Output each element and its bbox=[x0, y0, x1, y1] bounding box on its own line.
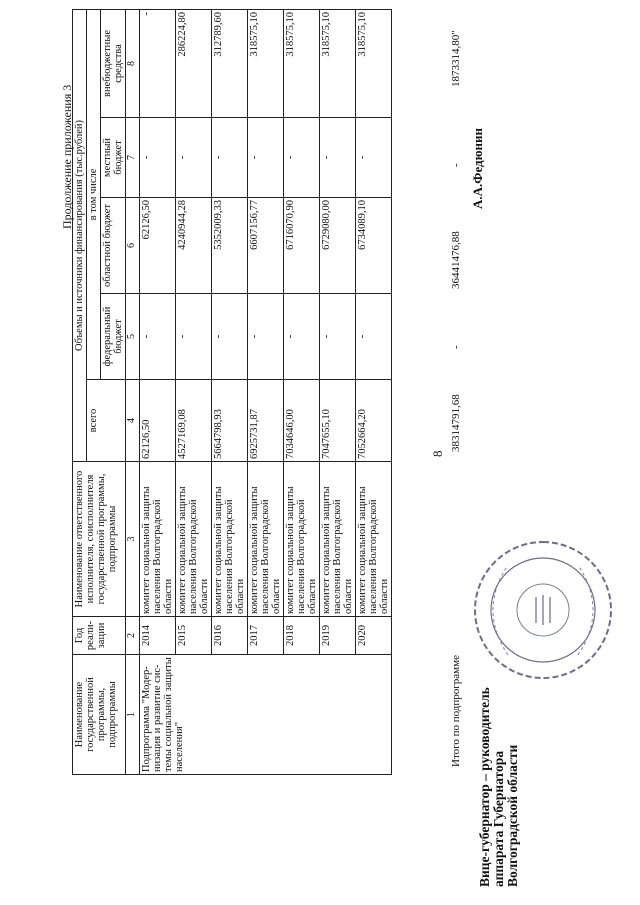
row-regional: 4240944,28 bbox=[175, 198, 211, 294]
row-executor: комитет социальной защиты населения Волгоградской области bbox=[247, 462, 283, 617]
row-year: 2020 bbox=[355, 617, 391, 655]
row-regional: 6734089,10 bbox=[355, 198, 391, 294]
row-total: 7047655,10 bbox=[319, 380, 355, 462]
row-year: 2014 bbox=[139, 617, 175, 655]
signature-line: Вице-губернатор – руководитель bbox=[477, 687, 492, 887]
header-including: в том числе bbox=[87, 9, 101, 379]
row-executor: комитет социальной защиты населения Волгоградской области bbox=[355, 462, 391, 617]
row-federal: - bbox=[247, 294, 283, 380]
row-local: - bbox=[211, 118, 247, 198]
header-executor: Наименование ответственного исполнителя, соисполнителя государственной программы, подпрограммы bbox=[73, 462, 126, 617]
header-volumes: Объемы и источники финансирования (тыс.рублей) bbox=[73, 9, 87, 461]
row-local: - bbox=[355, 118, 391, 198]
header-local: местный бюджет bbox=[101, 118, 126, 198]
row-executor: комитет социальной защиты населения Волгоградской области bbox=[283, 462, 319, 617]
row-local: - bbox=[139, 118, 175, 198]
total-federal: - bbox=[450, 345, 462, 349]
col-index: 2 bbox=[126, 617, 140, 655]
row-extra: 312789,60 bbox=[211, 9, 247, 117]
official-stamp bbox=[468, 535, 618, 685]
header-name: Наименование государственной программы, подпрограммы bbox=[73, 655, 126, 775]
col-index: 1 bbox=[126, 655, 140, 775]
row-executor: комитет социальной защиты населения Волгоградской области bbox=[211, 462, 247, 617]
total-value: 38314791,68 bbox=[450, 394, 462, 452]
row-executor: комитет социальной защиты населения Волгоградской области bbox=[319, 462, 355, 617]
header-extra: внебюджетные средства bbox=[101, 9, 126, 117]
row-regional: 6716070,90 bbox=[283, 198, 319, 294]
row-federal: - bbox=[211, 294, 247, 380]
row-regional: 6607156,77 bbox=[247, 198, 283, 294]
total-local: - bbox=[450, 163, 462, 167]
row-total: 7034646,00 bbox=[283, 380, 319, 462]
row-local: - bbox=[175, 118, 211, 198]
header-federal: федеральный бюджет bbox=[101, 294, 126, 380]
row-extra: 318575,10 bbox=[283, 9, 319, 117]
page-number: 8 bbox=[430, 450, 445, 457]
row-year: 2016 bbox=[211, 617, 247, 655]
continuation-label: Продолжение приложения 3 bbox=[60, 84, 74, 229]
row-regional: 6729080,00 bbox=[319, 198, 355, 294]
row-federal: - bbox=[139, 294, 175, 380]
row-extra: 286224,80 bbox=[175, 9, 211, 117]
row-total: 5664798,93 bbox=[211, 380, 247, 462]
header-year: Год реали-зации bbox=[73, 617, 126, 655]
signer-name: А.А.Федюнин bbox=[470, 127, 485, 209]
row-year: 2019 bbox=[319, 617, 355, 655]
total-extra: 1873314,80" bbox=[450, 30, 462, 87]
signature-block bbox=[478, 687, 521, 887]
row-extra: 318575,10 bbox=[247, 9, 283, 117]
row-local: - bbox=[283, 118, 319, 198]
row-extra: 318575,10 bbox=[355, 9, 391, 117]
total-label: Итого по подпрограмме bbox=[450, 655, 462, 767]
row-executor: комитет социальной защиты населения Волгоградской области bbox=[175, 462, 211, 617]
row-regional: 62126,50 bbox=[139, 198, 175, 294]
row-year: 2018 bbox=[283, 617, 319, 655]
row-regional: 5352009,33 bbox=[211, 198, 247, 294]
row-extra: 318575,10 bbox=[319, 9, 355, 117]
total-regional: 36441476,88 bbox=[450, 231, 462, 289]
row-extra: - bbox=[139, 9, 175, 117]
col-index: 3 bbox=[126, 462, 140, 617]
table-row bbox=[139, 9, 175, 774]
header-total: всего bbox=[87, 380, 126, 462]
row-federal: - bbox=[175, 294, 211, 380]
col-index: 8 bbox=[126, 9, 140, 117]
row-total: 4527169,08 bbox=[175, 380, 211, 462]
row-year: 2017 bbox=[247, 617, 283, 655]
col-index: 5 bbox=[126, 294, 140, 380]
row-total: 7052664,20 bbox=[355, 380, 391, 462]
signature-line: Волгоградской области bbox=[505, 744, 521, 887]
financing-table bbox=[72, 9, 392, 775]
row-local: - bbox=[319, 118, 355, 198]
row-federal: - bbox=[319, 294, 355, 380]
row-total: 6925731,87 bbox=[247, 380, 283, 462]
row-local: - bbox=[247, 118, 283, 198]
col-index: 7 bbox=[126, 118, 140, 198]
col-index: 4 bbox=[126, 380, 140, 462]
row-federal: - bbox=[355, 294, 391, 380]
subprogram-name: Подпрограмма "Модер-низация и развитие сис-темы социальной защиты населения" bbox=[139, 655, 391, 775]
header-regional: областной бюджет bbox=[101, 198, 126, 294]
row-year: 2015 bbox=[175, 617, 211, 655]
col-index: 6 bbox=[126, 198, 140, 294]
row-executor: комитет социальной защиты населения Волгоградской области bbox=[139, 462, 175, 617]
row-federal: - bbox=[283, 294, 319, 380]
row-total: 62126,50 bbox=[139, 380, 175, 462]
signature-line: аппарата Губернатора bbox=[491, 750, 507, 887]
